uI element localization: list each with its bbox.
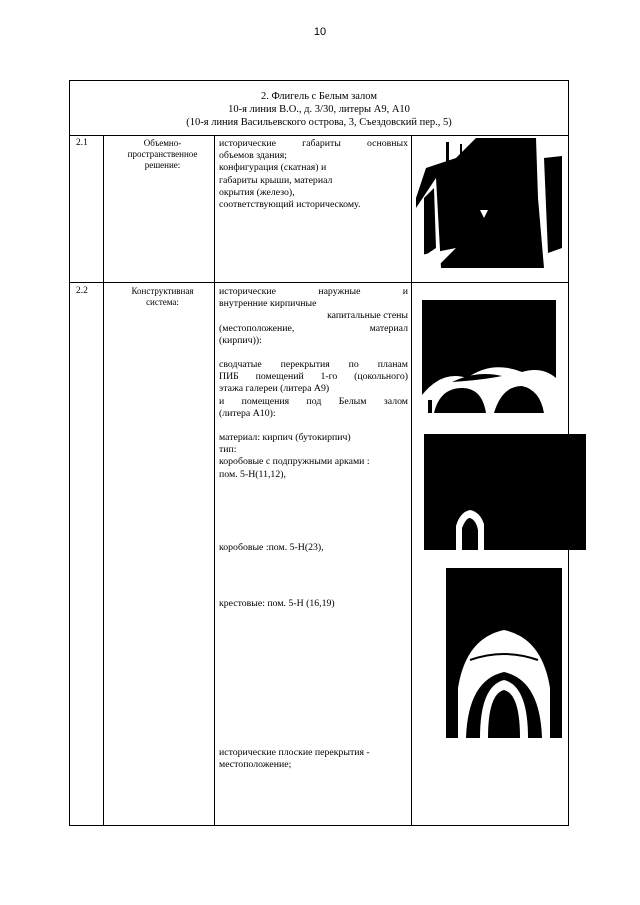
description-line: капитальные стены: [327, 310, 408, 322]
header-title: 2. Флигель с Белым залом: [261, 91, 377, 102]
description-line: этажа галереи (литера А9): [219, 383, 330, 395]
row-name: [105, 286, 220, 308]
description-line: ПИБ помещений 1-го (цокольного): [219, 371, 408, 383]
description-line: габариты крыши, материал: [219, 174, 333, 186]
description-line: сводчатые перекрытия по планам: [219, 359, 408, 371]
header-divider: [70, 135, 568, 136]
description-line: коробовые с подпружными арками :: [219, 456, 370, 468]
table-header: [70, 90, 568, 129]
description-line: внутренние кирпичные: [219, 298, 317, 310]
facade-photo: [416, 138, 566, 268]
description-line: материал: кирпич (бутокирпич): [219, 432, 351, 444]
description-line: объемов здания;: [219, 150, 287, 162]
box-vault-photo: [424, 434, 586, 550]
row-name-line: пространственное: [127, 149, 198, 159]
header-address-full: (10-я линия Васильевского острова, 3, Съездовский пер., 5): [186, 117, 452, 128]
row-divider: [70, 282, 568, 283]
vault-type-cross: крестовые: пом. 5-Н (16,19): [219, 598, 335, 609]
description-line: конфигурация (скатная) и: [219, 162, 327, 174]
description-line: соответствующий историческому.: [219, 199, 361, 211]
description-line: окрытия (железо),: [219, 186, 295, 198]
row-name: [105, 138, 220, 171]
row-description: [219, 286, 408, 481]
row-number: 2.1: [76, 138, 88, 148]
cross-vault-photo: [446, 568, 562, 738]
description-line: и помещения под Белым залом: [219, 395, 408, 407]
vault-type-box: коробовые :пом. 5-Н(23),: [219, 542, 324, 553]
row-name-line: решение:: [144, 160, 181, 170]
description-line: пом. 5-Н(11,12),: [219, 468, 286, 480]
description-line: (кирпич)):: [219, 334, 262, 346]
row-number: 2.2: [76, 286, 88, 296]
row-name-line: Объемно-: [143, 138, 182, 148]
column-divider: [411, 135, 412, 825]
row-name-line: Конструктивная: [131, 286, 194, 296]
flat-ceilings: [219, 747, 408, 771]
description-line: исторические габариты основных: [219, 138, 408, 149]
description-line: исторические наружные и: [219, 286, 408, 297]
vault-arches-photo: [422, 300, 556, 413]
description-line: местоположение;: [219, 759, 292, 771]
column-divider: [214, 135, 215, 825]
description-line: (местоположение, материал: [219, 322, 408, 334]
header-address: 10-я линия В.О., д. 3/30, литеры А9, А10: [228, 104, 410, 115]
description-line: тип:: [219, 444, 237, 456]
row-name-line: система:: [146, 297, 179, 307]
description-line: (литера А10):: [219, 407, 276, 419]
protection-table: [69, 80, 569, 826]
column-divider: [103, 135, 104, 825]
row-description: [219, 138, 408, 211]
page-number: 10: [313, 26, 327, 38]
description-line: исторические плоские перекрытия -: [219, 747, 370, 758]
